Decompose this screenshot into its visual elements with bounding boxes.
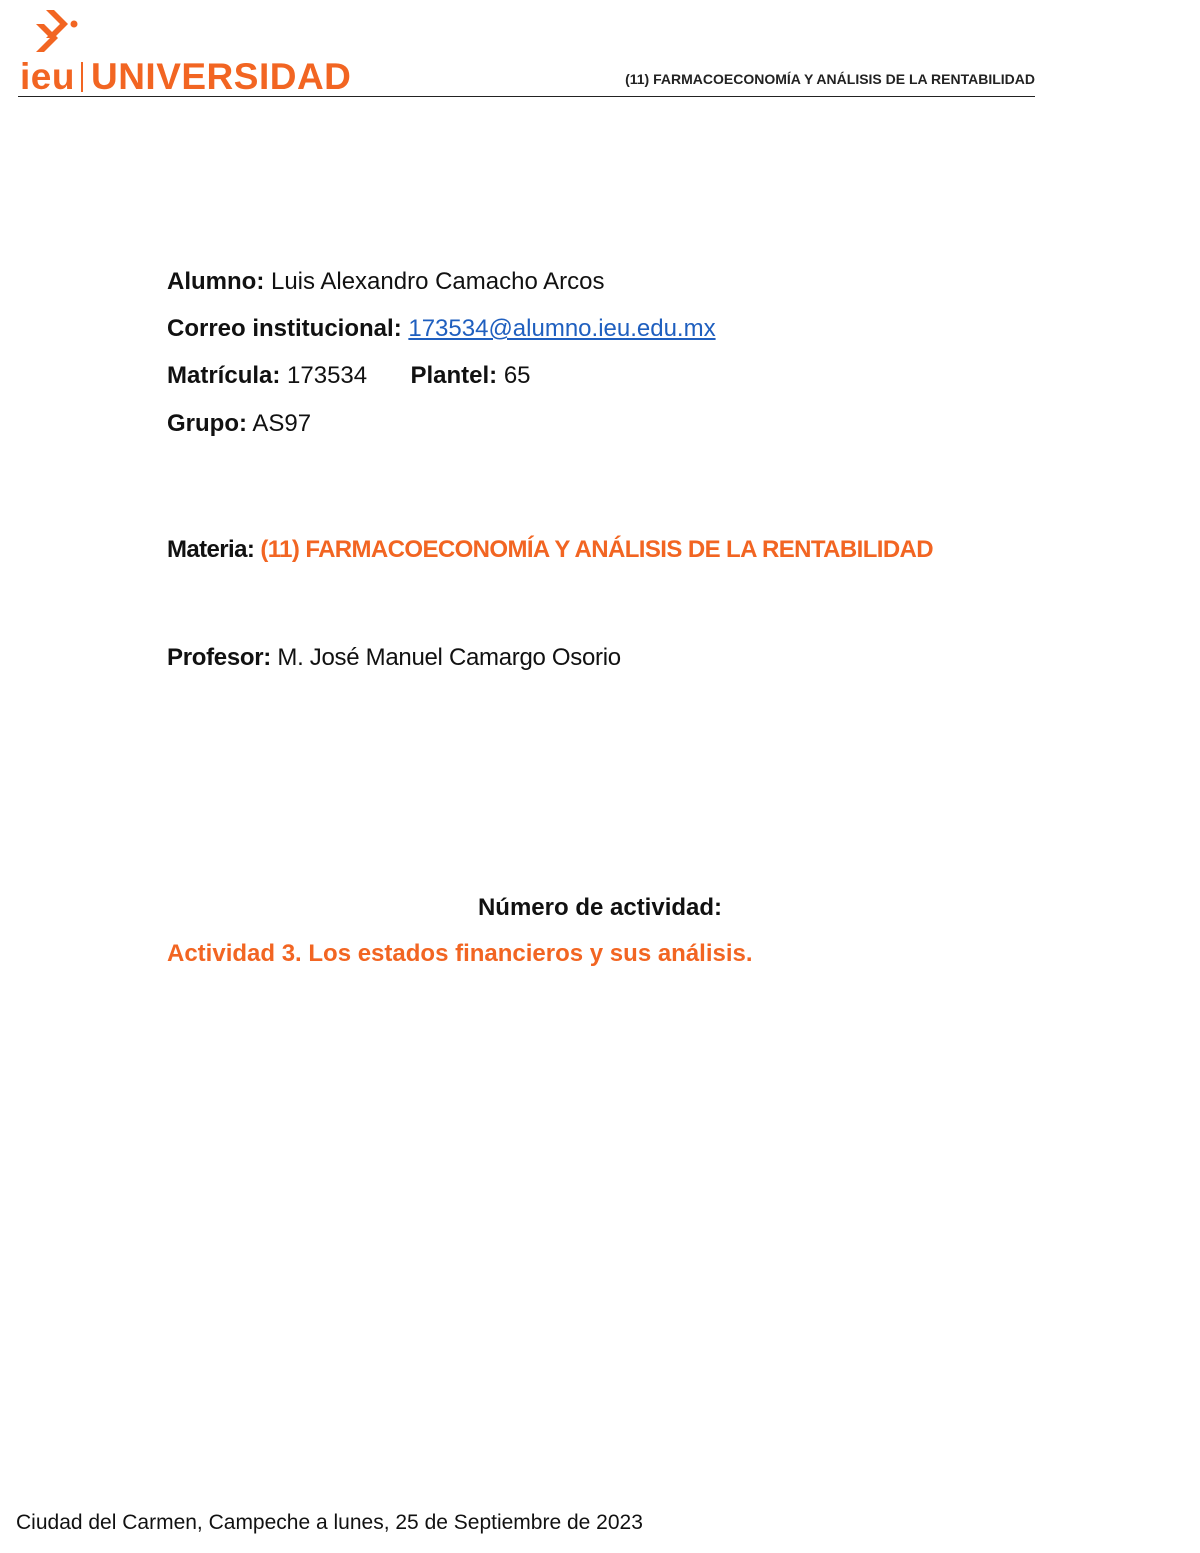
materia-label: Materia:	[167, 536, 255, 563]
grupo-line	[167, 410, 311, 438]
footer-place-date: Ciudad del Carmen, Campeche a lunes, 25 de Septiembre de 2023	[16, 1511, 643, 1534]
logo-separator	[81, 62, 83, 92]
profesor-label: Profesor:	[167, 644, 271, 671]
correo-line	[167, 315, 716, 343]
alumno-label: Alumno:	[167, 268, 265, 295]
profesor-line	[167, 644, 621, 672]
plantel-label: Plantel:	[410, 362, 498, 389]
profesor-value: M. José Manuel Camargo Osorio	[277, 644, 621, 671]
activity-title: Actividad 3. Los estados financieros y sus análisis.	[167, 940, 753, 967]
materia-value: (11) FARMACOECONOMÍA Y ANÁLISIS DE LA RENTABILIDAD	[260, 536, 934, 563]
grupo-value: AS97	[252, 410, 312, 437]
email-link[interactable]: 173534@alumno.ieu.edu.mx	[408, 315, 716, 342]
matricula-value: 173534	[287, 362, 368, 389]
alumno-value: Luis Alexandro Camacho Arcos	[270, 268, 605, 295]
logo-text-right: UNIVERSIDAD	[90, 56, 352, 97]
grupo-label: Grupo:	[167, 410, 247, 437]
university-logo	[20, 58, 351, 95]
double-chevron-logo-icon	[32, 10, 82, 54]
page-header	[18, 0, 1035, 97]
activity-number-label: Número de actividad:	[477, 894, 723, 921]
materia-line	[167, 536, 933, 564]
plantel-value: 65	[503, 362, 531, 389]
logo-text-left: ieu	[20, 56, 75, 97]
alumno-line	[167, 268, 605, 296]
correo-label: Correo institucional:	[167, 315, 402, 342]
header-subject: (11) FARMACOECONOMÍA Y ANÁLISIS DE LA RENTABILIDAD	[625, 71, 1035, 87]
matricula-label: Matrícula:	[167, 362, 281, 389]
matricula-line	[167, 362, 531, 390]
